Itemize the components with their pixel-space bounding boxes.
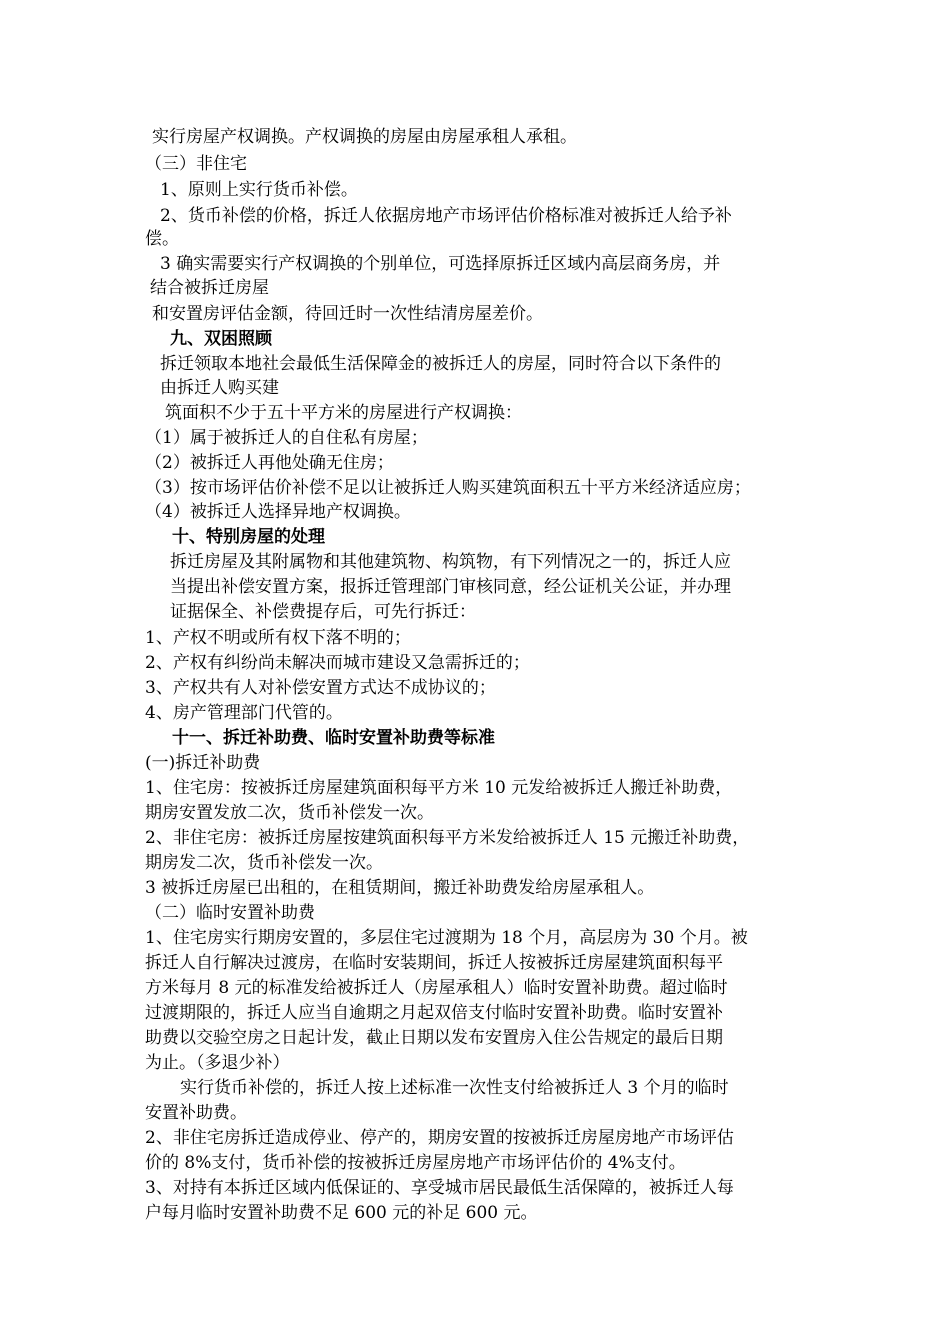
text-line: 3 被拆迁房屋已出租的，在租赁期间，搬迁补助费发给房屋承租人。 bbox=[145, 878, 655, 898]
text-line: 结合被拆迁房屋 bbox=[150, 278, 269, 298]
text-line: 拆迁领取本地社会最低生活保障金的被拆迁人的房屋，同时符合以下条件的 bbox=[160, 354, 721, 374]
subsection-heading: （二）临时安置补助费 bbox=[145, 903, 315, 923]
list-item: （4）被拆迁人选择异地产权调换。 bbox=[145, 502, 411, 522]
text-line: 期房发二次，货币补偿发一次。 bbox=[145, 853, 383, 873]
text-line: 过渡期限的，拆迁人应当自逾期之月起双倍支付临时安置补助费。临时安置补 bbox=[145, 1003, 723, 1023]
text-line: 安置补助费。 bbox=[145, 1103, 247, 1123]
section-heading: 十、特别房屋的处理 bbox=[172, 527, 325, 547]
list-item: （3）按市场评估价补偿不足以让被拆迁人购买建筑面积五十平方米经济适应房； bbox=[145, 478, 751, 498]
text-line: 1、原则上实行货币补偿。 bbox=[160, 180, 358, 200]
text-line: 期房安置发放二次，货币补偿发一次。 bbox=[145, 803, 434, 823]
text-line: 由拆迁人购买建 bbox=[160, 378, 279, 398]
text-line: 和安置房评估金额，待回迁时一次性结清房屋差价。 bbox=[152, 304, 543, 324]
text-line: 拆迁人自行解决过渡房，在临时安装期间，拆迁人按被拆迁房屋建筑面积每平 bbox=[145, 953, 723, 973]
text-line: 为止。（多退少补） bbox=[145, 1053, 290, 1073]
text-line: 价的 8%支付，货币补偿的按被拆迁房屋房地产市场评估价的 4%支付。 bbox=[145, 1153, 686, 1173]
text-line: 筑面积不少于五十平方米的房屋进行产权调换： bbox=[165, 403, 522, 423]
text-line: 拆迁房屋及其附属物和其他建筑物、构筑物，有下列情况之一的，拆迁人应 bbox=[170, 552, 731, 572]
list-item: （2）被拆迁人再他处确无住房； bbox=[145, 453, 394, 473]
text-line: 2、货币补偿的价格，拆迁人依据房地产市场评估价格标准对被拆迁人给予补 bbox=[160, 206, 732, 226]
text-line: 2、非住宅房拆迁造成停业、停产的，期房安置的按被拆迁房屋房地产市场评估 bbox=[145, 1128, 734, 1148]
section-heading: 十一、拆迁补助费、临时安置补助费等标准 bbox=[172, 728, 495, 748]
list-item: （1）属于被拆迁人的自住私有房屋； bbox=[145, 428, 428, 448]
text-line: 方米每月 8 元的标准发给被拆迁人（房屋承租人）临时安置补助费。超过临时 bbox=[145, 978, 728, 998]
text-line: 3、对持有本拆迁区域内低保证的、享受城市居民最低生活保障的，被拆迁人每 bbox=[145, 1178, 734, 1198]
list-item: 1、产权不明或所有权下落不明的； bbox=[145, 628, 411, 648]
subsection-heading: （三）非住宅 bbox=[145, 154, 247, 174]
list-item: 2、产权有纠纷尚未解决而城市建设又急需拆迁的； bbox=[145, 653, 530, 673]
text-line: 实行房屋产权调换。产权调换的房屋由房屋承租人承租。 bbox=[152, 127, 577, 147]
text-line: 偿。 bbox=[145, 229, 179, 249]
text-line: 当提出补偿安置方案，报拆迁管理部门审核同意，经公证机关公证，并办理 bbox=[170, 577, 731, 597]
section-heading: 九、双困照顾 bbox=[170, 329, 272, 349]
list-item: 4、房产管理部门代管的。 bbox=[145, 703, 343, 723]
text-line: 证据保全、补偿费提存后，可先行拆迁： bbox=[170, 602, 476, 622]
text-line: 助费以交验空房之日起计发，截止日期以发布安置房入住公告规定的最后日期 bbox=[145, 1028, 723, 1048]
text-line: 1、住宅房实行期房安置的，多层住宅过渡期为 18 个月，高层房为 30 个月。被 bbox=[145, 928, 748, 948]
text-line: 3 确实需要实行产权调换的个别单位，可选择原拆迁区域内高层商务房，并 bbox=[160, 254, 721, 274]
subsection-heading: (一)拆迁补助费 bbox=[145, 753, 261, 773]
text-line: 2、非住宅房：被拆迁房屋按建筑面积每平方米发给被拆迁人 15 元搬迁补助费， bbox=[145, 828, 750, 848]
list-item: 3、产权共有人对补偿安置方式达不成协议的； bbox=[145, 678, 496, 698]
text-line: 实行货币补偿的，拆迁人按上述标准一次性支付给被拆迁人 3 个月的临时 bbox=[180, 1078, 729, 1098]
text-line: 1、住宅房：按被拆迁房屋建筑面积每平方米 10 元发给被拆迁人搬迁补助费， bbox=[145, 778, 733, 798]
text-line: 户每月临时安置补助费不足 600 元的补足 600 元。 bbox=[145, 1203, 538, 1223]
